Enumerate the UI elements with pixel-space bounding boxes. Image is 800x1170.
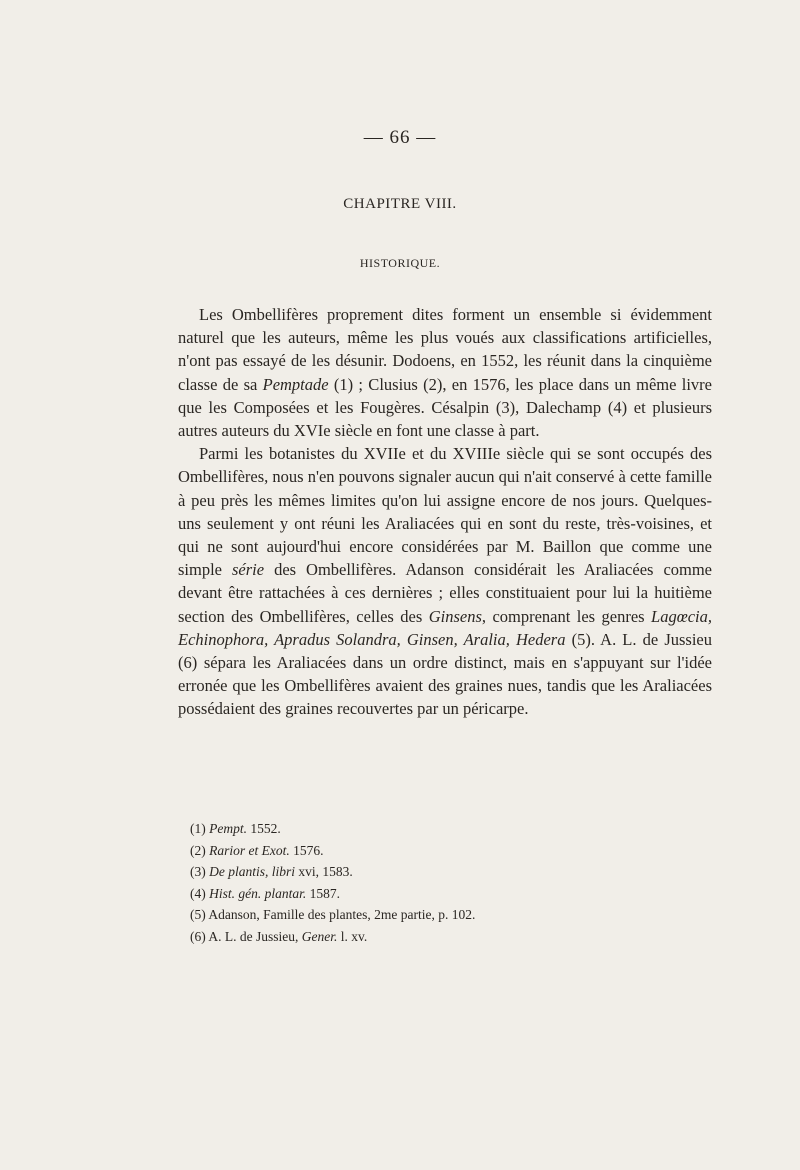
text-run: (3) <box>190 864 210 879</box>
text-run: des Ombellifères. Adanson considérait les Araliacées comme devant être rattachées à ces dernières ; elles constituaient pour lui la huitième section des Ombellifères, celles des <box>178 560 713 626</box>
italic-text: Lagœcia, Echinophora, Apradus Solandra, Ginsen, Aralia, Hedera <box>178 606 712 649</box>
footnotes <box>190 818 690 947</box>
italic-text: Gener. <box>301 928 338 944</box>
paragraph <box>178 303 712 442</box>
italic-text: Pemptade <box>262 374 329 394</box>
text-run: 1576. <box>289 842 324 858</box>
text-run: (5) Adanson, Famille des plantes, 2me partie, p. 102. <box>190 907 476 922</box>
section-title: HISTORIQUE. <box>359 256 441 270</box>
footnote <box>190 926 690 948</box>
italic-text: Rarior et Exot. <box>209 842 290 858</box>
chapter-title: CHAPITRE VIII. <box>343 196 457 212</box>
text-run: 1587. <box>306 885 341 901</box>
text-run: l. xv. <box>337 928 368 944</box>
text-run: xvi, 1583. <box>295 864 353 879</box>
text-run: Parmi les botanistes du XVIIe et du XVIIIe siècle qui se sont occupés des Ombellifères, nous n'en pouvons signaler aucun qui n'ait conservé à cette famille à peu près les mêmes limites qu'on lui assigne encore de nos jours. Quelques-uns seulement y ont réuni les Araliacées qui en sont du reste, très-voisines, et qui ne sont aujourd'hui encore considérées par M. Baillon que comme une simple <box>178 444 712 580</box>
footnote <box>190 818 690 840</box>
text-run: , comprenant les genres <box>481 606 652 626</box>
paragraph <box>178 442 712 720</box>
text-run: (6) A. L. de Jussieu, <box>190 928 302 944</box>
text-run: 1552. <box>247 821 281 836</box>
footnote <box>190 861 690 883</box>
italic-text: Ginsens <box>428 606 482 626</box>
page-number: — 66 — <box>363 127 437 148</box>
body-text <box>178 303 712 721</box>
text-run: (2) <box>190 842 210 858</box>
footnote <box>190 840 690 862</box>
footnote <box>190 883 690 905</box>
italic-text: Hist. gén. plantar. <box>209 885 307 901</box>
text-run: (1) <box>190 821 210 836</box>
text-run: (5). A. L. de Jussieu (6) sépara les Araliacées dans un ordre distinct, mais en s'appuyant sur l'idée erronée que les Ombellifères avaient des graines nues, tandis que les Araliacées possédaient des graines recouvertes par un péricarpe. <box>178 629 712 719</box>
italic-text: Pempt. <box>209 821 247 836</box>
footnote <box>190 904 690 926</box>
text-run: (4) <box>190 885 210 901</box>
text-run: (1) ; Clusius (2), en 1576, les place dans un même livre que les Composées et les Fougères. Césalpin (3), Dalechamp (4) et plusieurs autres auteurs du XVIe siècle en font une classe à part. <box>178 374 712 441</box>
italic-text: De plantis, libri <box>209 864 296 879</box>
italic-text: série <box>232 560 265 580</box>
text-run: Les Ombellifères proprement dites forment un ensemble si évidemment naturel que les auteurs, même les plus voués aux classifications artificielles, n'ont pas essayé de les désunir. Dodoens, en 1552, les réunit dans la cinquième classe de sa <box>178 305 712 394</box>
